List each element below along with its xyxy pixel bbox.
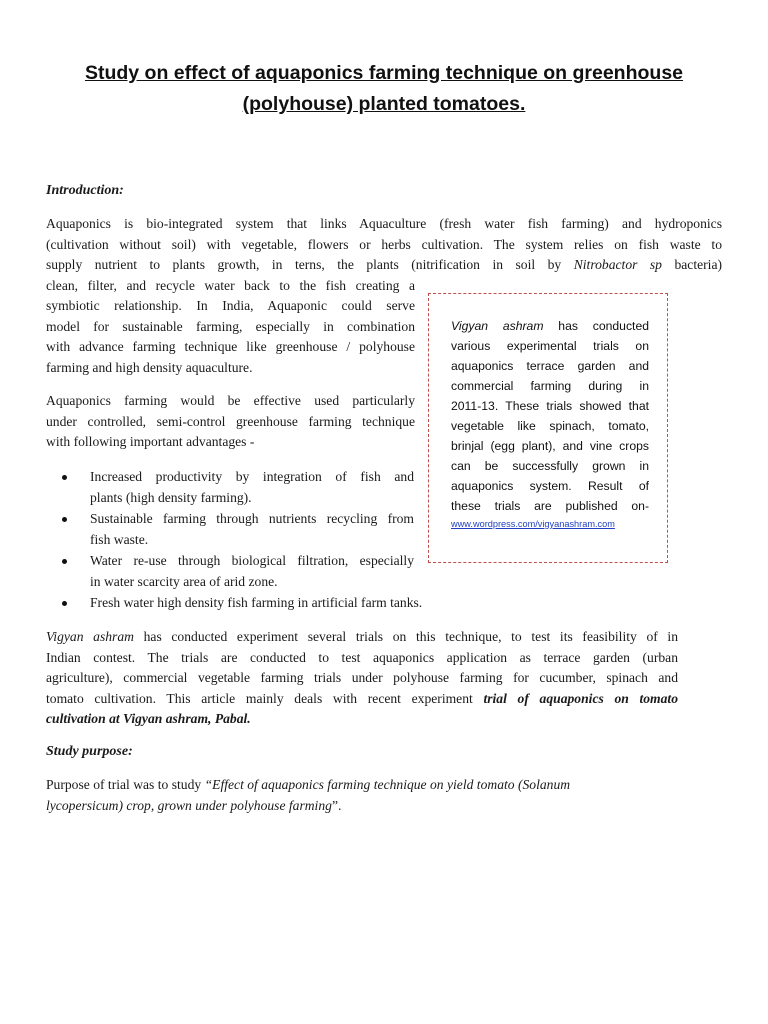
text-line: with advance farming technique like greenhouse / polyhouse bbox=[46, 339, 415, 354]
text-line bbox=[46, 709, 678, 730]
wordpress-link[interactable]: www.wordpress.com/vigyanashram.com bbox=[451, 519, 615, 529]
text-run: Purpose of trial was to study bbox=[46, 777, 205, 792]
bold-italic-run: cultivation at Vigyan ashram, Pabal. bbox=[46, 711, 251, 726]
bullet-icon bbox=[62, 601, 67, 606]
text-line: agriculture), commercial vegetable farming trials under polyhouse farming for cucumber, spinach and bbox=[46, 670, 678, 685]
intro-paragraph-3 bbox=[46, 627, 678, 730]
text-line: fish waste. bbox=[90, 531, 149, 547]
callout-text bbox=[451, 316, 649, 532]
text-line: can be successfully grown in bbox=[451, 459, 649, 473]
text-line: aquaponics system. Result of bbox=[451, 479, 649, 493]
text-line: brinjal (egg plant), and vine crops bbox=[451, 439, 649, 453]
text-line: Water re-use through biological filtration, especially bbox=[90, 553, 414, 568]
bullet-icon bbox=[62, 517, 67, 522]
text-line: under controlled, semi-control greenhouse farming technique bbox=[46, 413, 415, 429]
list-item bbox=[62, 593, 423, 614]
text-line: symbiotic relationship. In India, Aquaponic could serve bbox=[46, 298, 415, 313]
text-line bbox=[46, 255, 722, 276]
list-item bbox=[62, 467, 414, 508]
text-line bbox=[46, 689, 678, 710]
text-line: Aquaponics farming would be effective used particularly bbox=[46, 393, 415, 408]
study-purpose-paragraph bbox=[46, 775, 686, 816]
italic-quote: lycopersicum) crop, grown under polyhouse farming bbox=[46, 797, 332, 813]
study-purpose-heading: Study purpose: bbox=[46, 744, 133, 759]
italic-org-name: Vigyan ashram bbox=[46, 629, 134, 644]
callout-box bbox=[428, 293, 668, 563]
text-line: plants (high density farming). bbox=[90, 489, 252, 505]
text-line: model for sustainable farming, especially in combination bbox=[46, 318, 415, 334]
page-title bbox=[40, 58, 728, 120]
advantages-list bbox=[62, 467, 423, 614]
italic-species-name: Nitrobactor sp bbox=[573, 257, 662, 272]
intro-paragraph-1-cont bbox=[46, 276, 415, 379]
text-run: has conducted bbox=[543, 319, 649, 333]
text-line bbox=[46, 627, 678, 648]
text-line: farming and high density aquaculture. bbox=[46, 359, 253, 375]
text-line: vegetable like spinach, tomato, bbox=[451, 419, 649, 433]
text-line: various experimental trials on bbox=[451, 339, 649, 353]
text-line: Indian contest. The trials are conducted to test aquaponics application as terrace garden (urban bbox=[46, 649, 678, 665]
introduction-heading: Introduction: bbox=[46, 183, 124, 198]
text-line: Increased productivity by integration of fish and bbox=[90, 469, 414, 484]
italic-org-name: Vigyan ashram bbox=[451, 319, 544, 333]
text-line: Aquaponics is bio-integrated system that links Aquaculture (fresh water fish farming) and hydroponics bbox=[46, 216, 722, 231]
text-line: aquaponics terrace garden and bbox=[451, 359, 649, 373]
text-line bbox=[46, 775, 686, 796]
text-line: with following important advantages - bbox=[46, 434, 255, 449]
text-line: Sustainable farming through nutrients recycling from bbox=[90, 511, 414, 526]
title-line-1: Study on effect of aquaponics farming technique on greenhouse bbox=[84, 62, 684, 84]
text-line: 2011-13. These trials showed that bbox=[451, 399, 649, 413]
bold-italic-run: trial of aquaponics on tomato bbox=[483, 690, 678, 706]
intro-paragraph-1 bbox=[46, 214, 722, 276]
italic-quote: “Effect of aquaponics farming technique on yield tomato (Solanum bbox=[204, 777, 571, 792]
text-line: Fresh water high density fish farming in artificial farm tanks. bbox=[90, 595, 423, 610]
title-line-2: (polyhouse) planted tomatoes. bbox=[242, 93, 526, 115]
intro-paragraph-2 bbox=[46, 391, 415, 453]
text-line bbox=[46, 796, 686, 817]
text-line: in water scarcity area of arid zone. bbox=[90, 573, 278, 589]
text-line bbox=[451, 316, 649, 336]
text-run: tomato cultivation. This article mainly deals with recent experiment bbox=[46, 690, 484, 706]
text-run: has conducted experiment several trials on this technique, to test its feasibility of in bbox=[133, 629, 679, 644]
text-line: (cultivation without soil) with vegetable, flowers or herbs cultivation. The system relies on fish waste to bbox=[46, 236, 722, 252]
text-run: supply nutrient to plants growth, in terns, the plants (nitrification in soil by bbox=[46, 257, 574, 272]
list-item bbox=[62, 551, 414, 592]
bullet-icon bbox=[62, 559, 67, 564]
list-item bbox=[62, 509, 414, 550]
text-line: these trials are published on- bbox=[451, 499, 649, 513]
text-line: clean, filter, and recycle water back to the fish creating a bbox=[46, 277, 415, 293]
bullet-icon bbox=[62, 475, 67, 480]
text-line: commercial farming during in bbox=[451, 379, 649, 393]
text-run: ”. bbox=[331, 797, 342, 813]
text-run: bacteria) bbox=[661, 257, 723, 272]
